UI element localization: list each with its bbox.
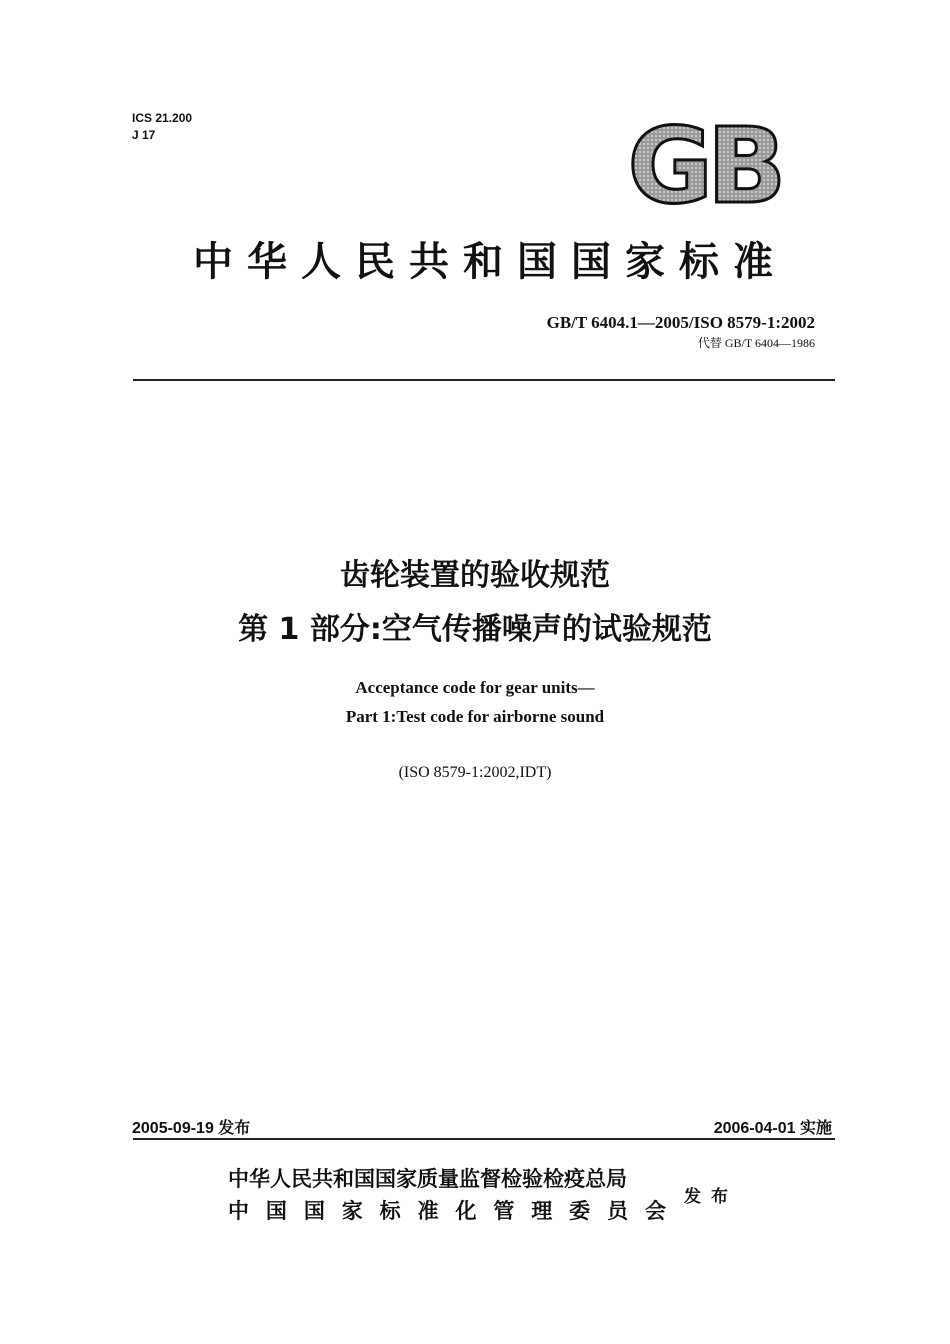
issuer-line2-text: 中 国 国 家 标 准 化 管 理 委 员 会 [228, 1198, 666, 1223]
title-cn-line2: 第 1 部分:空气传播噪声的试验规范 [238, 612, 712, 647]
publish-date: 2005-09-19 发布 [132, 1120, 251, 1137]
gb-logo [618, 118, 790, 214]
svg-text:GB: GB [627, 118, 781, 214]
footer-divider [133, 1138, 835, 1140]
title-cn-line1: 齿轮装置的验收规范 [340, 558, 610, 593]
issuer-line2 [228, 1195, 666, 1225]
issue-action: 发布 [684, 1187, 738, 1207]
title-en-line1: Acceptance code for gear units— [355, 678, 595, 697]
ics-code: ICS 21.200 [132, 111, 193, 125]
ccs-code: J 17 [132, 128, 156, 142]
replaces-standard: 代替 GB/T 6404—1986 [697, 336, 815, 350]
header-divider [133, 379, 835, 381]
standard-number: GB/T 6404.1—2005/ISO 8579-1:2002 [546, 313, 815, 332]
classification-codes [132, 110, 192, 144]
iso-reference: (ISO 8579-1:2002,IDT) [398, 764, 552, 781]
implement-date: 2006-04-01 实施 [713, 1120, 832, 1137]
issuer-line1: 中华人民共和国国家质量监督检验检疫总局 [228, 1166, 627, 1191]
title-en-line2: Part 1:Test code for airborne sound [345, 707, 605, 726]
standard-category-title: 中华人民共和国国家标准 [193, 238, 787, 285]
